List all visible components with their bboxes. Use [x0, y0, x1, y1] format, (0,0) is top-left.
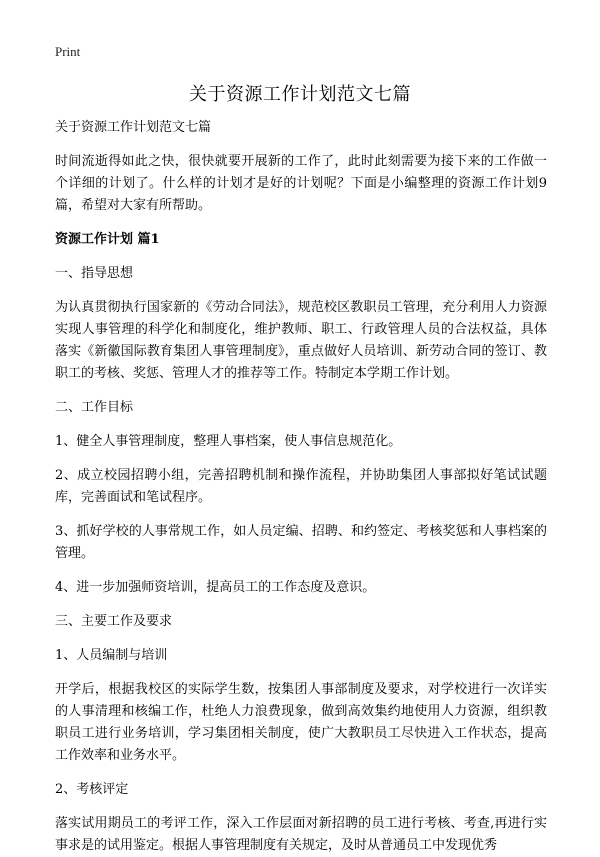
- subtitle: 关于资源工作计划范文七篇: [55, 120, 212, 135]
- goal-item: 3、抓好学校的人事常规工作，如人员定编、招聘、和约签定、考核奖惩和人事档案的管理。: [55, 524, 547, 561]
- print-link[interactable]: Print: [55, 44, 81, 59]
- sub1-heading: 1、人员编制与培训: [55, 648, 168, 663]
- goal-item: 2、成立校园招聘小组，完善招聘机制和操作流程，并协助集团人事部拟好笔试试题库，完善面试和笔试程序。: [55, 468, 547, 505]
- intro-paragraph: 时间流逝得如此之快，很快就要开展新的工作了，此时此刻需要为接下来的工作做一个详细的计划了。什么样的计划才是好的计划呢？下面是小编整理的资源工作计划9篇，希望对大家有所帮助。: [55, 154, 547, 213]
- section-heading: 资源工作计划 篇1: [55, 232, 160, 247]
- page-title: 关于资源工作计划范文七篇: [189, 84, 411, 105]
- goal-item: 4、进一步加强师资培训，提高员工的工作态度及意识。: [55, 580, 376, 595]
- part1-heading: 一、指导思想: [55, 266, 134, 281]
- sub1-paragraph: 开学后，根据我校区的实际学生数，按集团人事部制度及要求，对学校进行一次详实的人事清理和核编工作，杜绝人力浪费现象，做到高效集约地使用人力资源，组织教职员工进行业务培训，学习集团相关制度，使广大教职员工尽快进入工作状态，提高工作效率和业务水平。: [55, 682, 547, 763]
- sub2-paragraph: 落实试用期员工的考评工作，深入工作层面对新招聘的员工进行考核、考查,再进行实事求是的试用鉴定。根据人事管理制度有关规定，及时从普通员工中发现优秀: [55, 816, 547, 853]
- part3-heading: 三、主要工作及要求: [55, 614, 173, 629]
- goal-item: 1、健全人事管理制度，整理人事档案，使人事信息规范化。: [55, 434, 402, 449]
- document-body: [55, 117, 547, 857]
- sub2-heading: 2、考核评定: [55, 782, 129, 797]
- part2-heading: 二、工作目标: [55, 400, 134, 415]
- part1-paragraph: 为认真贯彻执行国家新的《劳动合同法》，规范校区教职员工管理，充分利用人力资源实现人事管理的科学化和制度化，维护教师、职工、行政管理人员的合法权益，具体落实《新徽国际教育集团人事管理制度》，重点做好人员培训、新劳动合同的签订、教职工的考核、奖惩、管理人才的推荐等工作。特制定本学期工作计划。: [55, 300, 547, 381]
